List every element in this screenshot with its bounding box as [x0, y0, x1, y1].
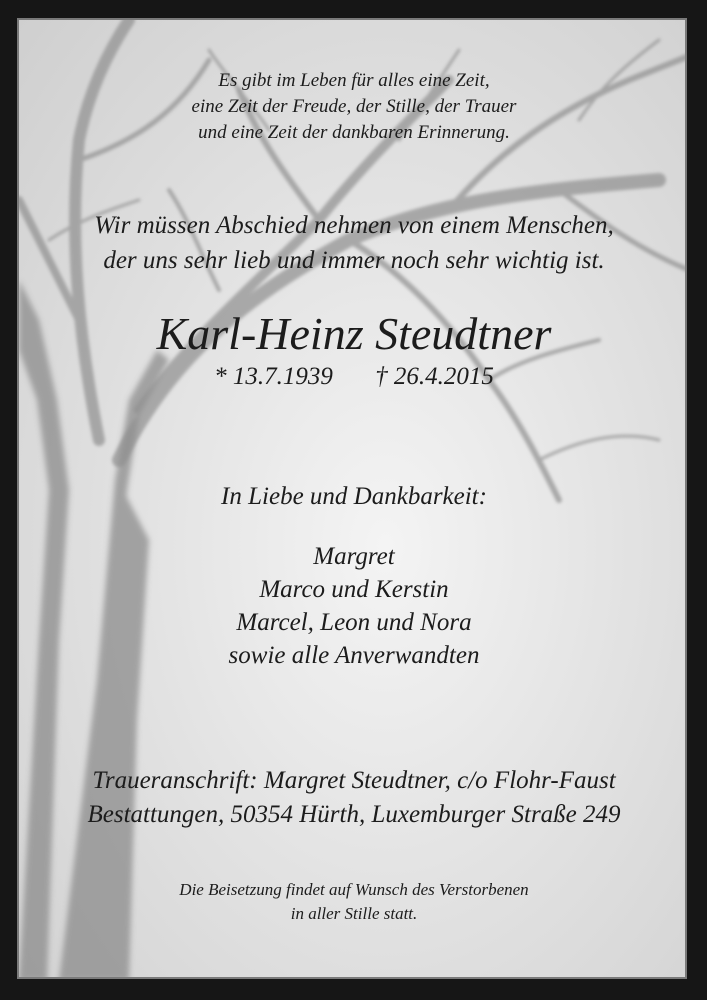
birth-date: * 13.7.1939	[214, 363, 333, 390]
farewell-text	[19, 208, 687, 278]
deceased-name: Karl-Heinz Steudtner	[156, 308, 552, 359]
mourners-list	[19, 540, 687, 672]
mourning-address	[19, 764, 687, 832]
mourner-name: Marco und Kerstin	[259, 576, 449, 603]
thanks-intro: In Liebe und Dankbarkeit:	[221, 483, 487, 510]
address-line: Traueranschrift: Margret Steudtner, c/o Flohr-Faust	[92, 767, 616, 794]
farewell-line: der uns sehr lieb und immer noch sehr wichtig ist.	[103, 247, 605, 274]
notice-line: Die Beisetzung findet auf Wunsch des Verstorbenen	[179, 880, 529, 899]
motto-line: Es gibt im Leben für alles eine Zeit,	[218, 70, 490, 91]
life-dates	[19, 360, 687, 394]
motto-line: und eine Zeit der dankbaren Erinnerung.	[198, 122, 510, 143]
burial-notice	[19, 878, 687, 926]
notice-line: in aller Stille statt.	[290, 904, 418, 923]
farewell-line: Wir müssen Abschied nehmen von einem Menschen,	[94, 212, 614, 239]
mourner-name: Margret	[313, 543, 395, 570]
address-line: Bestattungen, 50354 Hürth, Luxemburger Straße 249	[87, 801, 621, 828]
motto-line: eine Zeit der Freude, der Stille, der Trauer	[191, 96, 517, 117]
mourner-name: Marcel, Leon und Nora	[236, 609, 472, 636]
obituary-card	[17, 18, 687, 979]
death-date: † 26.4.2015	[375, 363, 494, 390]
motto-verse	[19, 68, 687, 146]
mourner-name: sowie alle Anverwandten	[228, 642, 480, 669]
